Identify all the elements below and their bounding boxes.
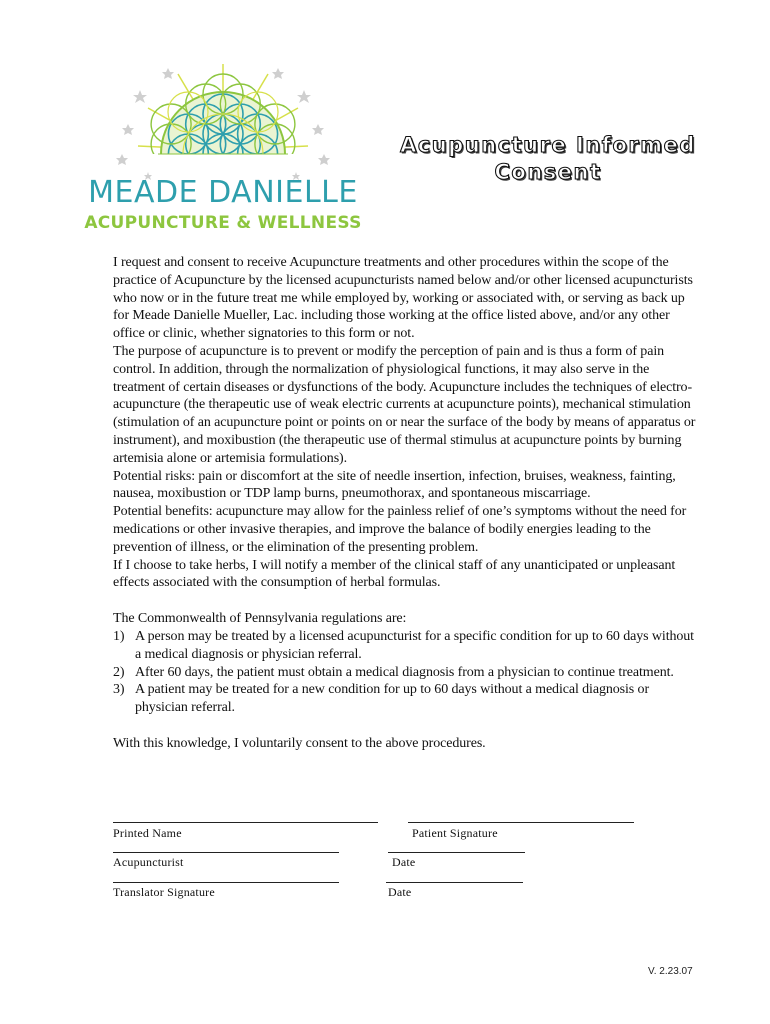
date-label-2: Date bbox=[388, 885, 412, 899]
regulation-text: A patient may be treated for a new condition for up to 60 days without a medical diagnosis or physician referral. bbox=[135, 682, 650, 716]
title-line-2: Consent bbox=[494, 160, 602, 184]
benefits-paragraph: Potential benefits: acupuncture may allow for the painless relief of one’s symptoms without the need for medications or other invasive therapies, and improve the balance of bodily energies leading to the prevention of illness, or the elimination of the presenting problem. bbox=[113, 504, 687, 555]
regulation-text: A person may be treated by a licensed acupuncturist for a specific condition for up to 60 days without a medical diagnosis or physician referral. bbox=[135, 628, 694, 662]
consent-statement: With this knowledge, I voluntarily consent to the above procedures. bbox=[113, 735, 486, 751]
document-title bbox=[388, 132, 708, 186]
herbs-paragraph: If I choose to take herbs, I will notify a member of the clinical staff of any unanticipated or unpleasant effects associated with the consumption of herbal formulas. bbox=[113, 557, 676, 591]
translator-signature-label: Translator Signature bbox=[113, 885, 215, 899]
risks-paragraph: Potential risks: pain or discomfort at the site of needle insertion, infection, bruises, weakness, fainting, nausea, moxibustion or TDP lamp burns, pneumothorax, and spontaneous miscarriage. bbox=[113, 468, 676, 502]
printed-name-line[interactable] bbox=[113, 822, 378, 823]
patient-signature-line[interactable] bbox=[408, 822, 634, 823]
regulations-heading: The Commonwealth of Pennsylvania regulations are: bbox=[113, 611, 407, 627]
logo-name-text: MEADE DANIELLE bbox=[88, 175, 358, 210]
flower-of-life-logo-graphic bbox=[84, 62, 362, 234]
version-label: V. 2.23.07 bbox=[648, 966, 693, 977]
date-line-1[interactable] bbox=[388, 852, 525, 853]
logo-tagline-text: ACUPUNCTURE & WELLNESS bbox=[84, 213, 362, 233]
consent-body bbox=[113, 254, 703, 753]
title-line-1: Acupuncture Informed bbox=[400, 133, 696, 157]
regulation-number: 1) bbox=[113, 628, 125, 644]
regulation-item bbox=[113, 664, 703, 682]
translator-signature-line[interactable] bbox=[113, 882, 339, 883]
regulation-text: After 60 days, the patient must obtain a medical diagnosis from a physician to continue treatment. bbox=[135, 664, 674, 680]
date-label-1: Date bbox=[392, 855, 416, 869]
acupuncturist-label: Acupuncturist bbox=[113, 855, 184, 869]
printed-name-label: Printed Name bbox=[113, 826, 182, 840]
regulations-list bbox=[113, 628, 703, 717]
purpose-paragraph: The purpose of acupuncture is to prevent or modify the perception of pain and is thus a form of pain control. In addition, through the normalization of physiological functions, it may also serve in the treatment of certain diseases or dysfunctions of the body. Acupuncture includes the techniques of electro-acupuncture (the therapeutic use of weak electric currents at acupuncture points), mechanical stimulation (stimulation of an acupuncture point or points on or near the surface of the body by means of apparatus or instrument), and moxibustion (the therapeutic use of thermal stimulus at acupuncture points by burning artemisia alone or artemisia formulations). bbox=[113, 343, 696, 466]
intro-paragraph: I request and consent to receive Acupuncture treatments and other procedures within the scope of the practice of Acupuncture by the licensed acupuncturists named below and/or other licensed acupuncturists who now or in the future treat me while employed by, working or associated with, or serving as back up for Meade Danielle Mueller, Lac. including those working at the office listed above, and/or any other office or clinic, whether signatories to this form or not. bbox=[113, 255, 693, 342]
practice-logo bbox=[84, 62, 362, 234]
patient-signature-label: Patient Signature bbox=[412, 826, 498, 840]
regulation-item bbox=[113, 681, 703, 717]
acupuncturist-line[interactable] bbox=[113, 852, 339, 853]
regulation-number: 2) bbox=[113, 664, 125, 680]
date-line-2[interactable] bbox=[386, 882, 523, 883]
regulation-number: 3) bbox=[113, 682, 125, 698]
regulation-item bbox=[113, 628, 703, 664]
